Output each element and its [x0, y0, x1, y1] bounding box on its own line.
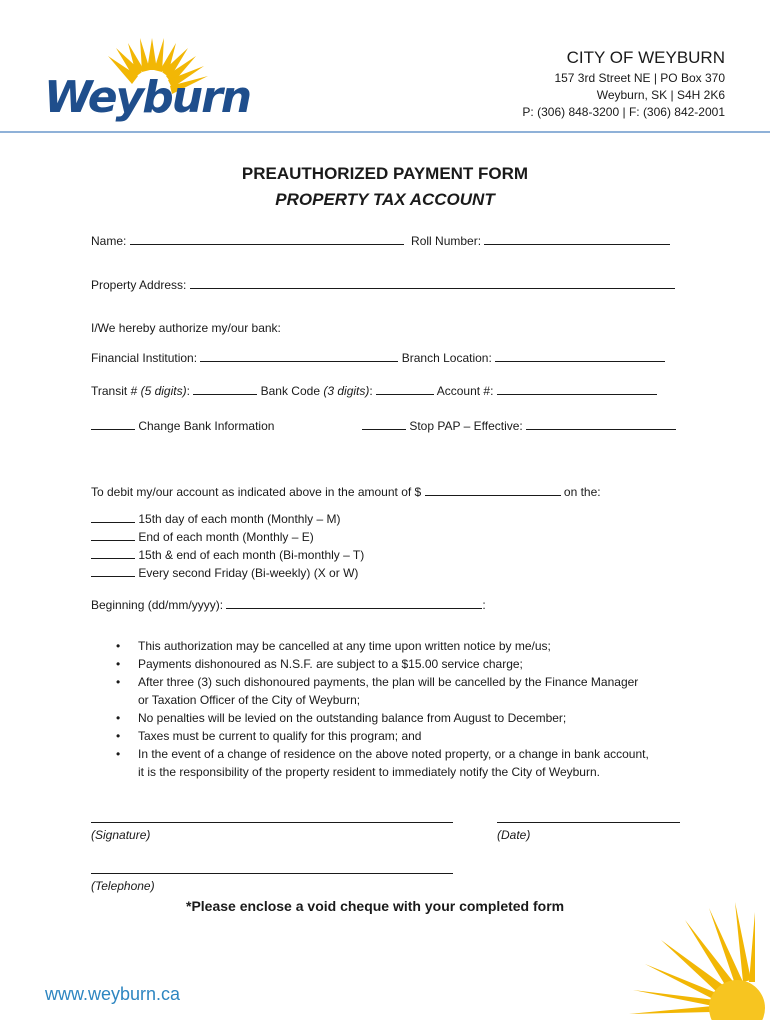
roll-number-label: Roll Number: [411, 234, 482, 248]
org-phone: P: (306) 848-3200 | F: (306) 842-2001 [522, 105, 725, 119]
org-address-line1: 157 3rd Street NE | PO Box 370 [554, 71, 725, 85]
terms-list [110, 637, 710, 781]
bank-code-label: Bank Code [260, 384, 324, 398]
bullet-icon: • [116, 639, 121, 653]
frequency-option-label: 15th & end of each month (Bi-monthly – T) [138, 548, 365, 562]
financial-institution-field[interactable] [200, 350, 398, 362]
header-divider [0, 131, 770, 133]
frequency-checkbox[interactable] [91, 511, 135, 523]
terms-item-continuation: or Taxation Officer of the City of Weyburn; [138, 693, 361, 707]
financial-institution-label: Financial Institution: [91, 351, 198, 365]
frequency-checkbox[interactable] [91, 529, 135, 541]
void-cheque-note: *Please enclose a void cheque with your completed form [186, 898, 565, 914]
stop-pap-checkbox[interactable] [362, 418, 406, 430]
form-subtitle: PROPERTY TAX ACCOUNT [275, 190, 495, 209]
branch-location-label: Branch Location: [401, 351, 492, 365]
roll-number-field[interactable] [484, 233, 670, 245]
debit-on-label: on the: [563, 485, 601, 499]
frequency-checkbox[interactable] [91, 565, 135, 577]
website-link[interactable]: www.weyburn.ca [45, 984, 181, 1004]
debit-amount-field[interactable] [425, 484, 561, 496]
name-row [91, 233, 670, 248]
institution-row [91, 350, 665, 365]
frequency-option [91, 510, 364, 528]
bullet-icon: • [116, 729, 121, 743]
frequency-option-label: 15th day of each month (Monthly – M) [138, 512, 341, 526]
transit-hint: (5 digits) [140, 384, 187, 398]
org-name: CITY OF WEYBURN [566, 48, 725, 67]
terms-item: • Taxes must be current to qualify for this program; and [116, 729, 422, 743]
change-bank-row [91, 418, 274, 433]
beginning-date-field[interactable] [226, 597, 482, 609]
account-field[interactable] [497, 383, 657, 395]
date-label: (Date) [497, 828, 531, 842]
change-bank-checkbox[interactable] [91, 418, 135, 430]
transit-field[interactable] [193, 383, 257, 395]
frequency-option [91, 564, 364, 582]
property-address-field[interactable] [190, 277, 675, 289]
sun-corner-icon [625, 900, 765, 1020]
telephone-label: (Telephone) [91, 879, 155, 893]
beginning-row: Beginning (dd/mm/yyyy): : [91, 598, 486, 612]
bank-code-field[interactable] [376, 383, 434, 395]
terms-item-continuation: it is the responsibility of the property resident to immediately notify the City of Weyburn. [138, 765, 600, 779]
name-label: Name: [91, 234, 127, 248]
terms-item: • This authorization may be cancelled at any time upon written notice by me/us; [116, 639, 551, 653]
date-line[interactable] [497, 822, 680, 823]
bullet-icon: • [116, 747, 121, 761]
frequency-checkbox[interactable] [91, 547, 135, 559]
stop-pap-label: Stop PAP – Effective: [409, 419, 523, 433]
transit-label: Transit # [91, 384, 141, 398]
debit-amount-label: To debit my/our account as indicated above in the amount of $ [91, 485, 422, 499]
property-address-label: Property Address: [91, 278, 187, 292]
stop-pap-date-field[interactable] [526, 418, 676, 430]
signature-label: (Signature) [91, 828, 151, 842]
stop-pap-row [362, 418, 676, 433]
terms-item: • Payments dishonoured as N.S.F. are subject to a $15.00 service charge; [116, 657, 523, 671]
telephone-line[interactable] [91, 873, 453, 874]
terms-item: • After three (3) such dishonoured payments, the plan will be cancelled by the Finance Manager [116, 675, 639, 689]
terms-item: • In the event of a change of residence on the above noted property, or a change in bank account, [116, 747, 649, 761]
org-header [522, 48, 725, 119]
frequency-option [91, 546, 364, 564]
account-label: Account #: [436, 384, 494, 398]
authorize-text: I/We hereby authorize my/our bank: [91, 321, 281, 335]
frequency-options [91, 510, 364, 582]
bullet-icon: • [116, 711, 121, 725]
bullet-icon: • [116, 657, 121, 671]
bank-numbers-row: Transit # (5 digits): Bank Code (3 digits): Account #: [91, 383, 657, 398]
bullet-icon: • [116, 675, 121, 689]
logo-wordmark: Weyburn [44, 72, 251, 123]
bank-code-hint: (3 digits) [323, 384, 370, 398]
frequency-option-label: Every second Friday (Bi-weekly) (X or W) [138, 566, 359, 580]
change-bank-label: Change Bank Information [138, 419, 275, 433]
frequency-option-label: End of each month (Monthly – E) [138, 530, 314, 544]
signature-line[interactable] [91, 822, 453, 823]
property-row [91, 277, 675, 292]
form-title: PREAUTHORIZED PAYMENT FORM [241, 164, 529, 183]
debit-row [91, 484, 601, 499]
logo [40, 30, 251, 130]
frequency-option [91, 528, 364, 546]
terms-item: • No penalties will be levied on the outstanding balance from August to December; [116, 711, 567, 725]
branch-location-field[interactable] [495, 350, 665, 362]
org-address-line2: Weyburn, SK | S4H 2K6 [596, 88, 725, 102]
name-field[interactable] [130, 233, 404, 245]
beginning-date-label: Beginning (dd/mm/yyyy): [91, 598, 224, 612]
